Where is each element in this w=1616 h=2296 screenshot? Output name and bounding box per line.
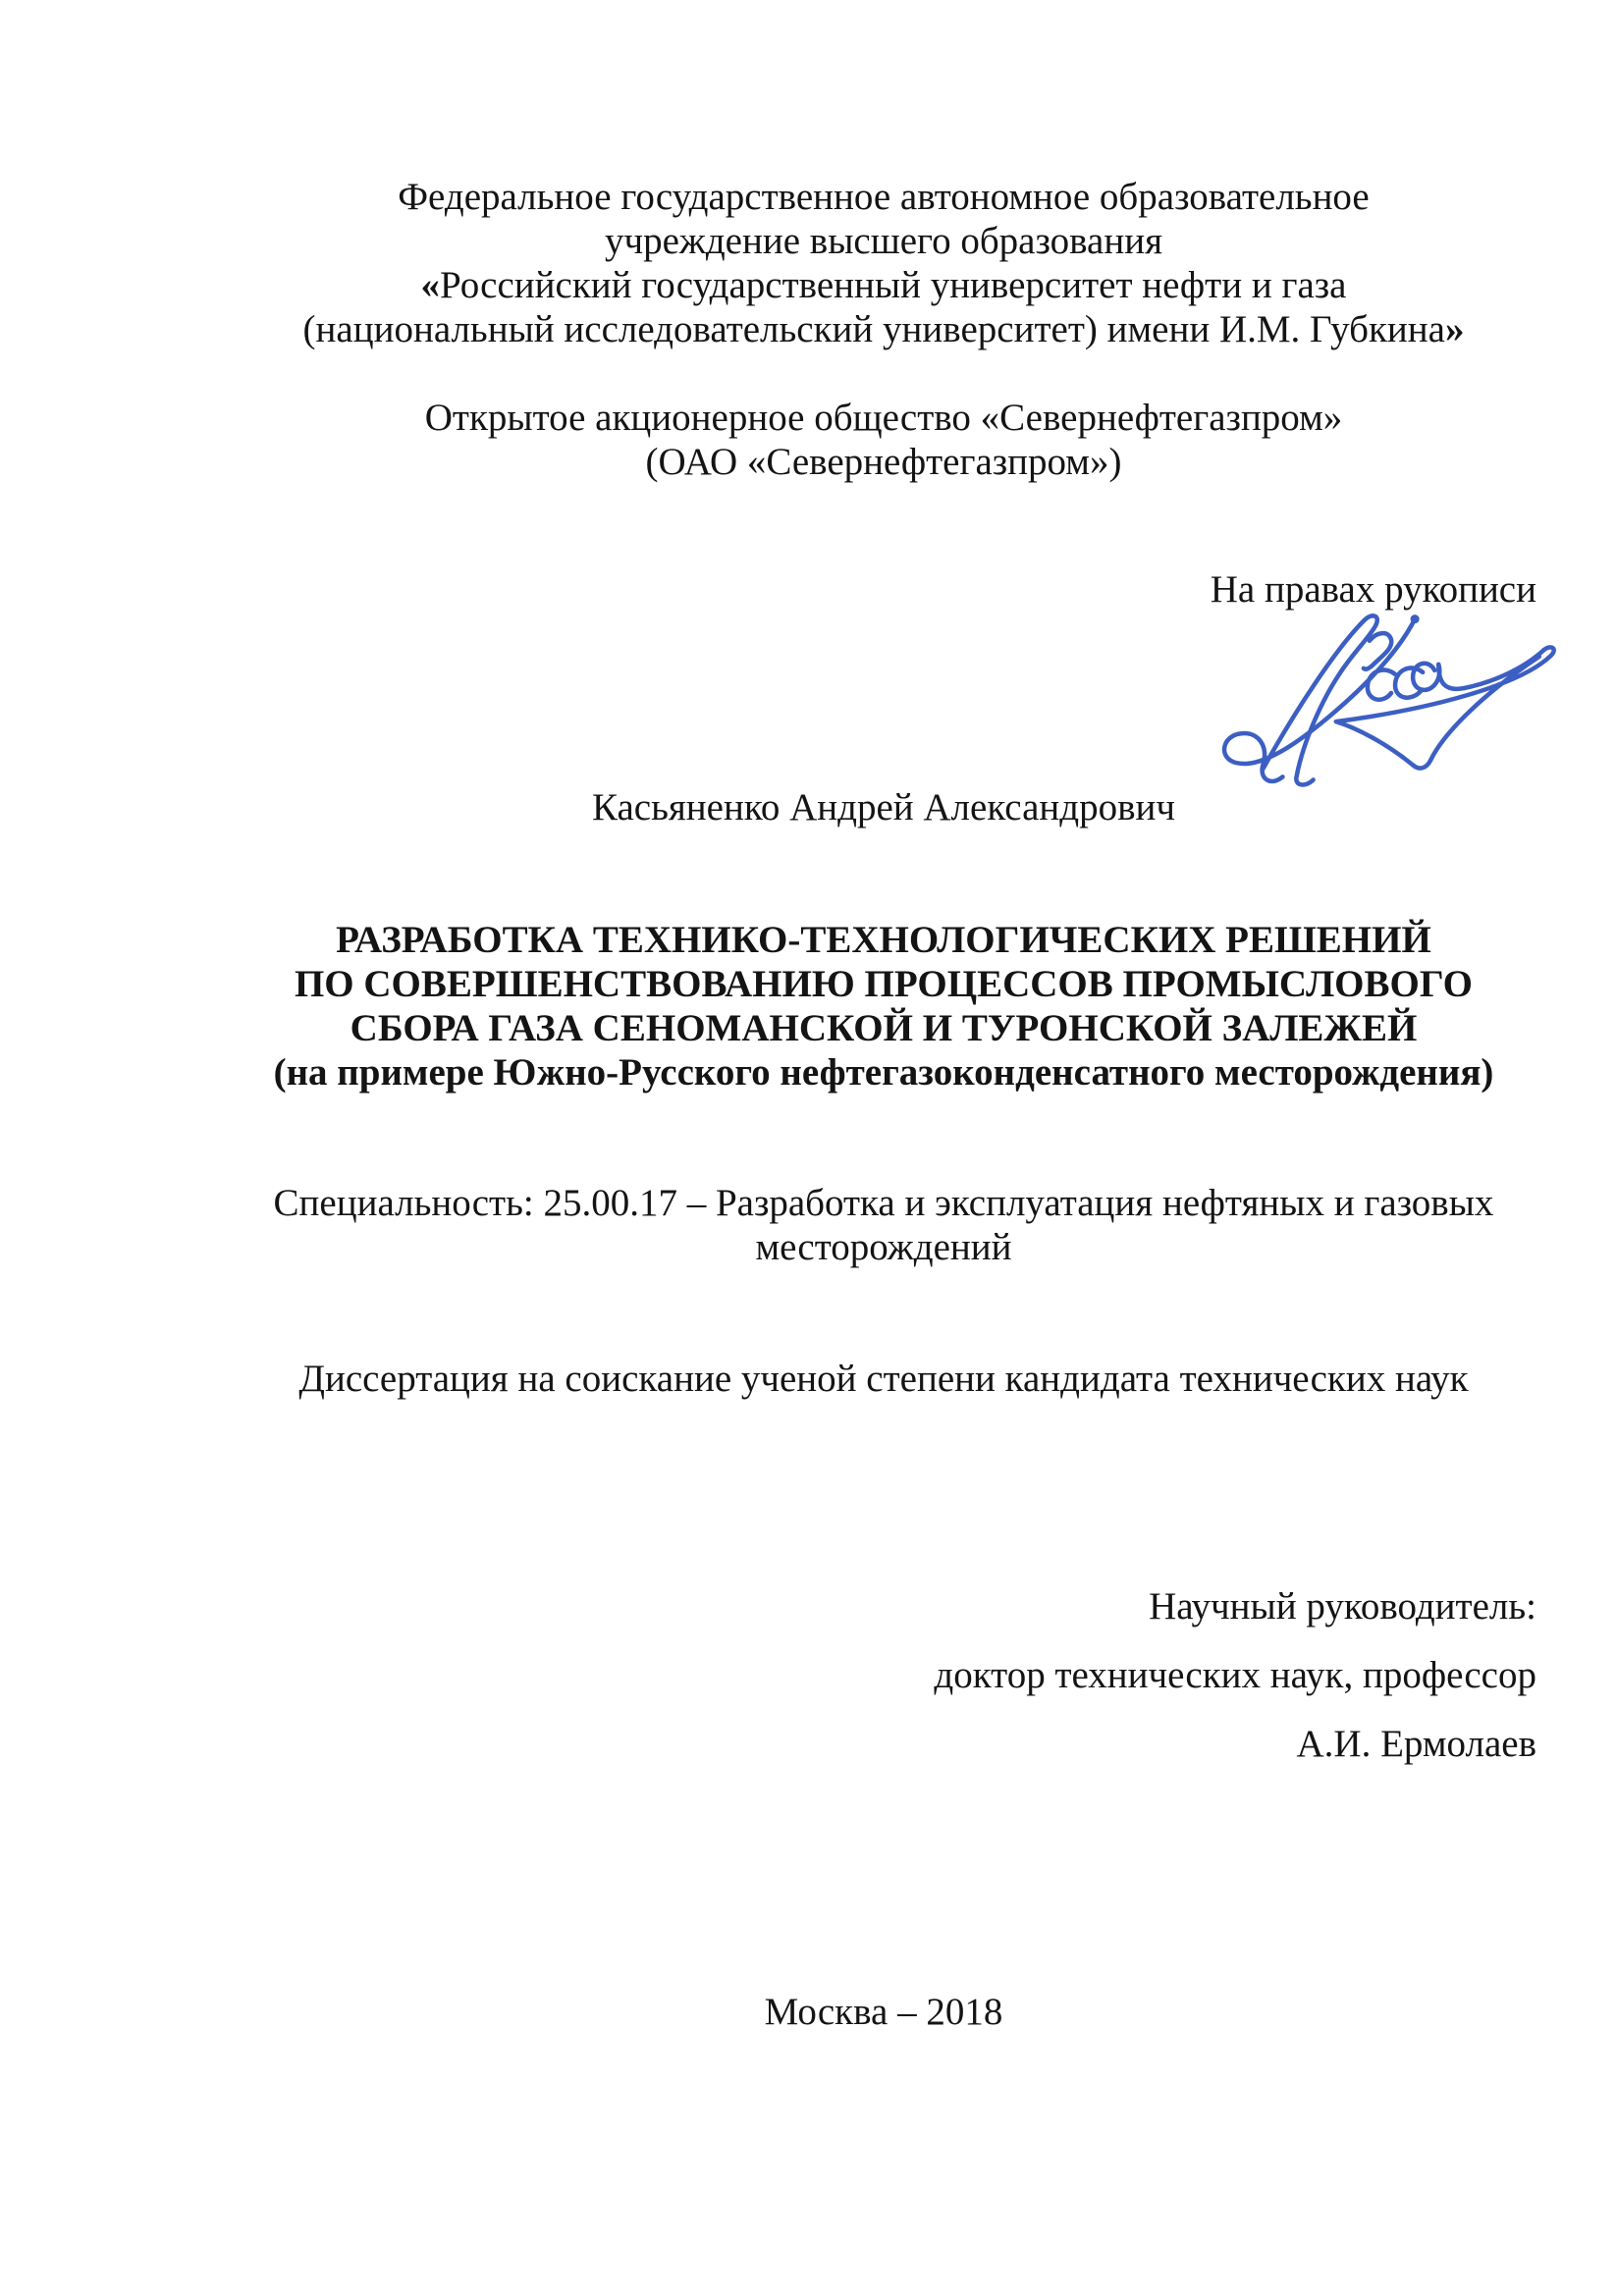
institution-line-4 [231, 307, 1536, 351]
author-name: Касьяненко Андрей Александрович [591, 786, 1176, 828]
title-line-2: ПО СОВЕРШЕНСТВОВАНИЮ ПРОЦЕССОВ ПРОМЫСЛОВОГО [294, 963, 1474, 1005]
institution-line-4-text: (национальный исследовательский университет) имени И.М. Губкина [302, 308, 1445, 350]
closing-quote: » [1444, 308, 1465, 350]
title-line-3: СБОРА ГАЗА СЕНОМАНСКОЙ И ТУРОНСКОЙ ЗАЛЕЖЕЙ [350, 1007, 1418, 1049]
company-block [231, 396, 1536, 484]
supervisor-label: Научный руководитель: [1149, 1585, 1536, 1628]
supervisor-block [231, 1573, 1536, 1779]
manuscript-note: На правах рукописи [1210, 568, 1536, 611]
title-line-4: (на примере Южно-Русского нефтегазоконденсатного месторождения) [273, 1051, 1494, 1094]
dissertation-title [231, 918, 1536, 1095]
institution-line-3 [231, 263, 1536, 307]
institution-line-1: Федеральное государственное автономное образовательное [398, 176, 1370, 218]
supervisor-degree: доктор технических наук, профессор [934, 1654, 1536, 1696]
dissertation-type: Диссертация на соискание ученой степени кандидата технических наук [298, 1358, 1469, 1400]
institution-line-2: учреждение высшего образования [604, 220, 1163, 262]
institution-line-3-text: Российский государственный университет нефти и газа [439, 264, 1347, 306]
title-line-1: РАЗРАБОТКА ТЕХНИКО-ТЕХНОЛОГИЧЕСКИХ РЕШЕНИЙ [336, 919, 1431, 961]
opening-quote: « [420, 264, 440, 306]
specialty-block [231, 1181, 1536, 1269]
handwritten-signature-icon [1186, 595, 1590, 793]
company-line-2: (ОАО «Севернефтегазпром») [645, 441, 1122, 483]
specialty-line-2: месторождений [755, 1226, 1012, 1268]
specialty-line-1: Специальность: 25.00.17 – Разработка и эксплуатация нефтяных и газовых [273, 1182, 1494, 1224]
institution-block [231, 175, 1536, 351]
company-line-1: Открытое акционерное общество «Севернефтегазпром» [424, 397, 1343, 439]
supervisor-name: А.И. Ермолаев [1296, 1723, 1536, 1765]
city-year: Москва – 2018 [764, 1991, 1003, 2033]
